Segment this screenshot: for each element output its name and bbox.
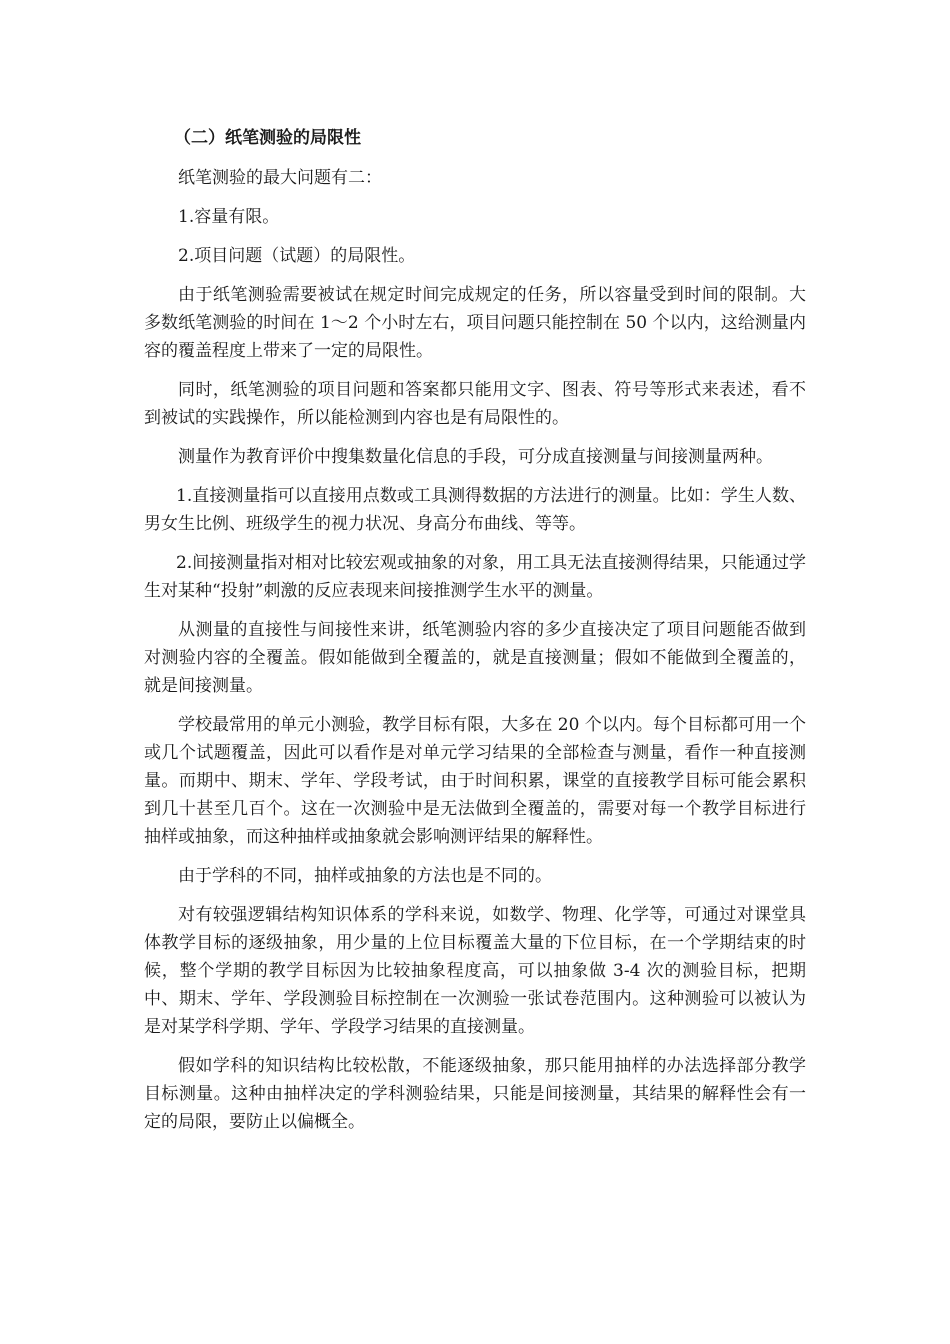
paragraph: 假如学科的知识结构比较松散，不能逐级抽象，那只能用抽样的办法选择部分教学目标测量。这种由抽样决定的学科测验结果，只能是间接测量，其结果的解释性会有一定的局限，要防止以偏概全。 <box>144 1056 806 1132</box>
paragraph: 由于学科的不同，抽样或抽象的方法也是不同的。 <box>178 866 552 886</box>
paragraph: 由于纸笔测验需要被试在规定时间完成规定的任务，所以容量受到时间的限制。大多数纸笔测验的时间在 1～2 个小时左右，项目问题只能控制在 50 个以内，这给测量内容的覆盖程度上带来了一定的局限性。 <box>144 285 806 361</box>
paragraph: 2.项目问题（试题）的局限性。 <box>178 246 416 266</box>
paragraph: 1.直接测量指可以直接用点数或工具测得数据的方法进行的测量。比如：学生人数、男女生比例、班级学生的视力状况、身高分布曲线、等等。 <box>144 486 806 534</box>
paragraph: 测量作为教育评价中搜集数量化信息的手段，可分成直接测量与间接测量两种。 <box>178 447 773 467</box>
paragraph: 同时，纸笔测验的项目问题和答案都只能用文字、图表、符号等形式来表述，看不到被试的实践操作，所以能检测到内容也是有局限性的。 <box>144 380 806 428</box>
paragraph: 从测量的直接性与间接性来讲，纸笔测验内容的多少直接决定了项目问题能否做到对测验内容的全覆盖。假如能做到全覆盖的，就是直接测量；假如不能做到全覆盖的，就是间接测量。 <box>144 620 806 696</box>
paragraph: 纸笔测验的最大问题有二： <box>178 168 382 188</box>
paragraph: 对有较强逻辑结构知识体系的学科来说，如数学、物理、化学等，可通过对课堂具体教学目标的逐级抽象，用少量的上位目标覆盖大量的下位目标，在一个学期结束的时候，整个学期的教学目标因为比较抽象程度高，可以抽象做 3-4 次的测验目标，把期中、期末、学年、学段测验目标控制在一次测验一张试卷范围内。这种测验可以被认为是对某学科学期、学年、学段学习结果的直接测量。 <box>144 905 806 1037</box>
paragraph: 1.容量有限。 <box>178 207 280 227</box>
paragraph: 2.间接测量指对相对比较宏观或抽象的对象，用工具无法直接测得结果，只能通过学生对某种“投射”刺激的反应表现来间接推测学生水平的测量。 <box>144 553 806 601</box>
paragraph: 学校最常用的单元小测验，教学目标有限，大多在 20 个以内。每个目标都可用一个或几个试题覆盖，因此可以看作是对单元学习结果的全部检查与测量，看作一种直接测量。而期中、期末、学年、学段考试，由于时间积累，课堂的直接教学目标可能会累积到几十甚至几百个。这在一次测验中是无法做到全覆盖的，需要对每一个教学目标进行抽样或抽象，而这种抽样或抽象就会影响测评结果的解释性。 <box>144 715 806 847</box>
section-heading: （二）纸笔测验的局限性 <box>174 128 361 148</box>
